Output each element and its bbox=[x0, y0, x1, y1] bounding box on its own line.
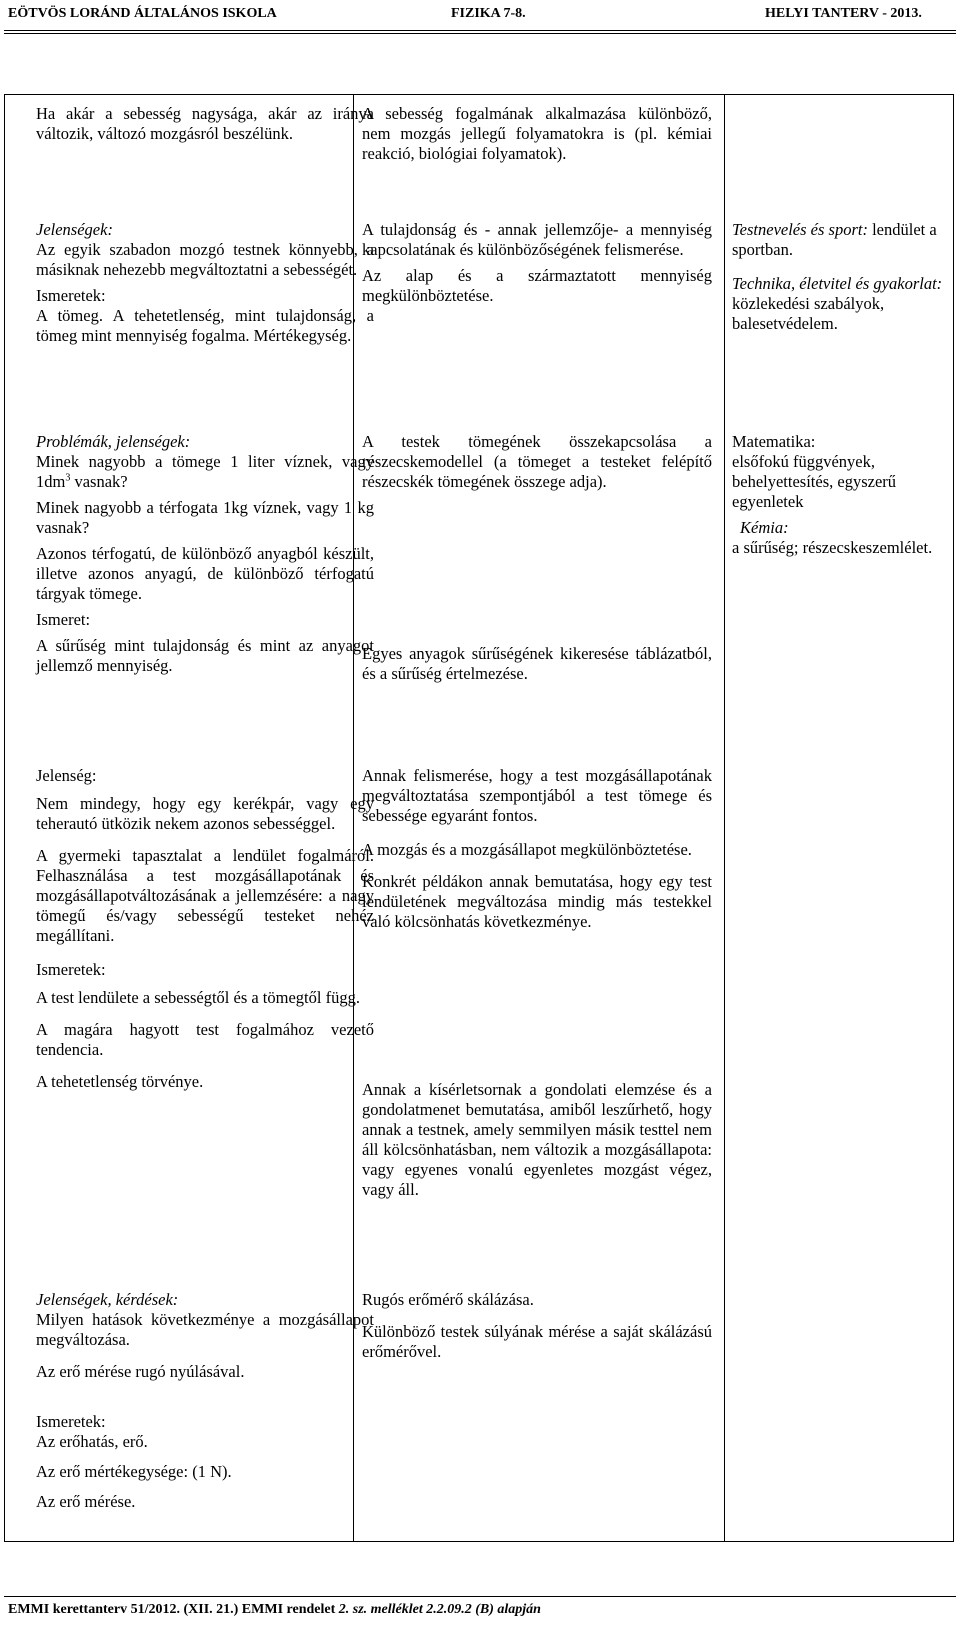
text: Minek nagyobb a térfogata 1kg víznek, vagy 1 kg vasnak? bbox=[36, 498, 374, 537]
text: Egyes anyagok sűrűségének kikeresése táblázatból, és a sűrűség értelmezése. bbox=[362, 644, 712, 683]
text: Konkrét példákon annak bemutatása, hogy egy test lendületének megváltozása mindig más testekkel való kölcsönhatás következménye. bbox=[362, 872, 712, 931]
text bbox=[36, 452, 374, 492]
text: A mozgás és a mozgásállapot megkülönböztetése. bbox=[362, 840, 692, 859]
label: Technika, életvitel és gyakorlat: bbox=[732, 274, 943, 293]
label: Jelenségek, kérdések: bbox=[36, 1290, 179, 1309]
text: Ha akár a sebesség nagysága, akár az iránya változik, változó mozgásról beszélünk. bbox=[36, 104, 374, 143]
text: Minek nagyobb a tömege 1 liter víznek, vagy 1dm bbox=[36, 452, 374, 491]
row2-col2 bbox=[362, 220, 712, 312]
text: Az egyik szabadon mozgó testnek könnyebb, a másiknak nehezebb megváltoztatni a sebességét. bbox=[36, 240, 374, 279]
page-footer bbox=[8, 1602, 541, 1618]
text: Az erő mérése rugó nyúlásával. bbox=[36, 1362, 245, 1381]
label: Ismeretek: bbox=[36, 960, 106, 979]
row2-col3 bbox=[732, 220, 950, 340]
row3-col2 bbox=[362, 432, 712, 498]
row1-col2 bbox=[362, 104, 712, 170]
column-divider bbox=[724, 95, 725, 1541]
footer-text-italic: 2. sz. melléklet 2.2.09.2 (B) alapján bbox=[338, 1602, 541, 1617]
row5-col1 bbox=[36, 1290, 374, 1388]
label: Problémák, jelenségek: bbox=[36, 432, 191, 451]
text: Annak a kísérletsornak a gondolati elemzése és a gondolatmenet bemutatása, amiből leszűrhető, hogy annak a testnek, amely semmilyen másik testtel nem áll kölcsönhatásban, nem változik a mozgásállapota: vagy egyenes vonalú egyenletes mozgást végez, vagy áll. bbox=[362, 1080, 712, 1199]
label: Matematika: bbox=[732, 432, 816, 451]
row4-col2 bbox=[362, 766, 712, 938]
text: A tehetetlenség törvénye. bbox=[36, 1072, 204, 1091]
plan-title: HELYI TANTERV - 2013. bbox=[765, 6, 922, 21]
text: a sűrűség; részecskeszemlélet. bbox=[732, 538, 933, 557]
text: A gyermeki tapasztalat a lendület fogalmáról. Felhasználása a test mozgásállapotának és mozgásállapotváltozásának a jellemzésére: a nagy tömegű és/vagy sebességű testeket nehéz megállítani. bbox=[36, 846, 374, 945]
header-rule-double bbox=[4, 33, 956, 34]
text bbox=[732, 220, 950, 260]
label: Jelenségek: bbox=[36, 220, 113, 239]
text: A tömeg. A tehetetlenség, mint tulajdonság, a tömeg mint mennyiség fogalma. Mértékegység. bbox=[36, 306, 374, 345]
label: Jelenség: bbox=[36, 766, 97, 785]
row3-col1 bbox=[36, 432, 374, 682]
row1-col1 bbox=[36, 104, 374, 150]
row4-col2b bbox=[362, 1080, 712, 1206]
text: A tulajdonság és - annak jellemzője- a mennyiség kapcsolatának és különbözőségének felismerése. bbox=[362, 220, 712, 259]
text bbox=[732, 274, 950, 334]
row5-col1b bbox=[36, 1412, 374, 1518]
text: Rugós erőmérő skálázása. bbox=[362, 1290, 534, 1309]
text: Az erő mértékegysége: (1 N). bbox=[36, 1462, 232, 1481]
text: vasnak? bbox=[70, 472, 128, 491]
row4-col1 bbox=[36, 766, 374, 1098]
footer-rule bbox=[4, 1596, 956, 1597]
text: Nem mindegy, hogy egy kerékpár, vagy egy teherautó ütközik nekem azonos sebességgel. bbox=[36, 794, 374, 833]
label: Testnevelés és sport: bbox=[732, 220, 868, 239]
page-header bbox=[0, 0, 960, 30]
text: lendület a sportban. bbox=[732, 220, 937, 259]
text: közlekedési szabályok, balesetvédelem. bbox=[732, 294, 885, 333]
text: Annak felismerése, hogy a test mozgásállapotának megváltoztatása szempontjából a test tömege és sebessége egyaránt fontos. bbox=[362, 766, 712, 825]
footer-text: EMMI kerettanterv 51/2012. (XII. 21.) EMMI rendelet bbox=[8, 1602, 339, 1617]
row3-col3 bbox=[732, 432, 950, 564]
label: Ismeretek: bbox=[36, 286, 106, 305]
label: Ismeretek: bbox=[36, 1412, 106, 1431]
label: Ismeret: bbox=[36, 610, 91, 629]
text: Az erőhatás, erő. bbox=[36, 1432, 148, 1451]
superscript: 3 bbox=[65, 472, 71, 484]
subject-title: FIZIKA 7-8. bbox=[451, 6, 526, 21]
row2-col1 bbox=[36, 220, 374, 352]
text: A magára hagyott test fogalmához vezető tendencia. bbox=[36, 1020, 374, 1059]
text: A test lendülete a sebességtől és a tömegtől függ. bbox=[36, 988, 360, 1007]
text: elsőfokú függvények, behelyettesítés, egyszerű egyenletek bbox=[732, 452, 897, 511]
text: Azonos térfogatú, de különböző anyagból készült, illetve azonos anyagú, de különböző térfogatú tárgyak tömege. bbox=[36, 544, 374, 603]
label: Kémia: bbox=[740, 518, 789, 537]
text: Különböző testek súlyának mérése a saját skálázású erőmérővel. bbox=[362, 1322, 712, 1361]
text: Az alap és a származtatott mennyiség megkülönböztetése. bbox=[362, 266, 712, 305]
row5-col2 bbox=[362, 1290, 712, 1368]
row3-col2b bbox=[362, 644, 712, 690]
text: A testek tömegének összekapcsolása a részecskemodellel (a tömeget a testeket felépítő részecskék tömegének összege adja). bbox=[362, 432, 712, 491]
text: A sebesség fogalmának alkalmazása különböző, nem mozgás jellegű folyamatokra is (pl. kémiai reakció, biológiai folyamatok). bbox=[362, 104, 712, 163]
header-rule bbox=[4, 30, 956, 31]
text: Milyen hatások következménye a mozgásállapot megváltozása. bbox=[36, 1310, 374, 1349]
text: Az erő mérése. bbox=[36, 1492, 136, 1511]
text: A sűrűség mint tulajdonság és mint az anyagot jellemző mennyiség. bbox=[36, 636, 374, 675]
school-name: EÖTVÖS LORÁND ÁLTALÁNOS ISKOLA bbox=[8, 6, 277, 21]
